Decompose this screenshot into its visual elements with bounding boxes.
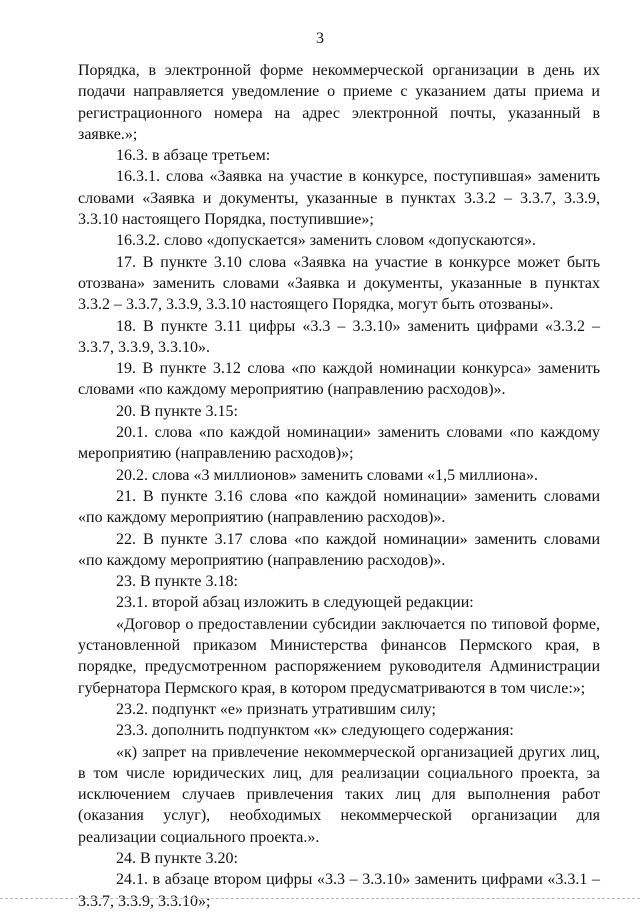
document-paragraph: 16.3.2. слово «допускается» заменить словом «допускаются». xyxy=(116,232,536,250)
document-paragraph: 17. В пункте 3.10 слова «Заявка на участие в конкурсе может быть отозвана» заменить словами «Заявка и документы, указанные в пунктах 3.3.2 – 3.3.7, 3.3.9, 3.3.10 настоящего Порядка, могут быть отозваны». xyxy=(78,253,600,314)
page-number: 3 xyxy=(316,30,324,47)
page-bottom-divider xyxy=(0,898,640,899)
document-paragraph: 20.2. слова «3 миллионов» заменить словами «1,5 миллиона». xyxy=(116,466,539,484)
document-paragraph: 23.1. второй абзац изложить в следующей редакции: xyxy=(116,594,474,612)
document-paragraph: 24. В пункте 3.20: xyxy=(116,849,238,867)
document-body xyxy=(78,60,600,912)
document-paragraph: 21. В пункте 3.16 слова «по каждой номинации» заменить словами «по каждому мероприятию (направлению расходов)». xyxy=(78,487,600,527)
document-paragraph: Порядка, в электронной форме некоммерческой организации в день их подачи направляется уведомление о приеме с указанием даты приема и регистрационного номера на адрес электронной почты, указанный в заявке.»; xyxy=(78,62,600,143)
document-paragraph: 22. В пункте 3.17 слова «по каждой номинации» заменить словами «по каждому мероприятию (направлению расходов)». xyxy=(78,530,600,569)
document-paragraph: 20.1. слова «по каждой номинации» заменить словами «по каждому мероприятию (направлению расходов)»; xyxy=(78,424,600,463)
document-paragraph: 23.2. подпункт «е» признать утратившим силу; xyxy=(116,700,436,718)
document-paragraph: 18. В пункте 3.11 цифры «3.3 – 3.3.10» заменить цифрами «3.3.2 – 3.3.7, 3.3.9, 3.3.10». xyxy=(78,317,600,356)
document-paragraph: 20. В пункте 3.15: xyxy=(116,402,238,420)
document-paragraph: 23.3. дополнить подпунктом «к» следующего содержания: xyxy=(116,722,514,740)
document-paragraph: 19. В пункте 3.12 слова «по каждой номинации конкурса» заменить словами «по каждому мероприятию (направлению расходов)». xyxy=(78,360,600,399)
document-paragraph: 16.3.1. слова «Заявка на участие в конкурсе, поступившая» заменить словами «Заявка и документы, указанные в пунктах 3.3.2 – 3.3.7, 3.3.9, 3.3.10 настоящего Порядка, поступившие»; xyxy=(78,168,600,229)
document-paragraph: «к) запрет на привлечение некоммерческой организацией других лиц, в том числе юридических лиц, для реализации социального проекта, за исключением случаев привлечения таких лиц для выполнения работ (оказания услуг), необходимых некоммерческой организации для реализации социального проекта.». xyxy=(78,743,600,846)
document-paragraph: 24.1. в абзаце втором цифры «3.3 – 3.3.10» заменить цифрами «3.3.1 – 3.3.7, 3.3.9, 3.3.10»; xyxy=(78,871,600,910)
document-paragraph: 16.3. в абзаце третьем: xyxy=(116,147,271,165)
document-paragraph: «Договор о предоставлении субсидии заключается по типовой форме, установленной приказом Министерства финансов Пермского края, в порядке, предусмотренном распоряжением руководителя Администрации губернатора Пермского края, в котором предусматриваются в том числе:»; xyxy=(78,615,600,697)
document-paragraph: 23. В пункте 3.18: xyxy=(116,573,238,591)
